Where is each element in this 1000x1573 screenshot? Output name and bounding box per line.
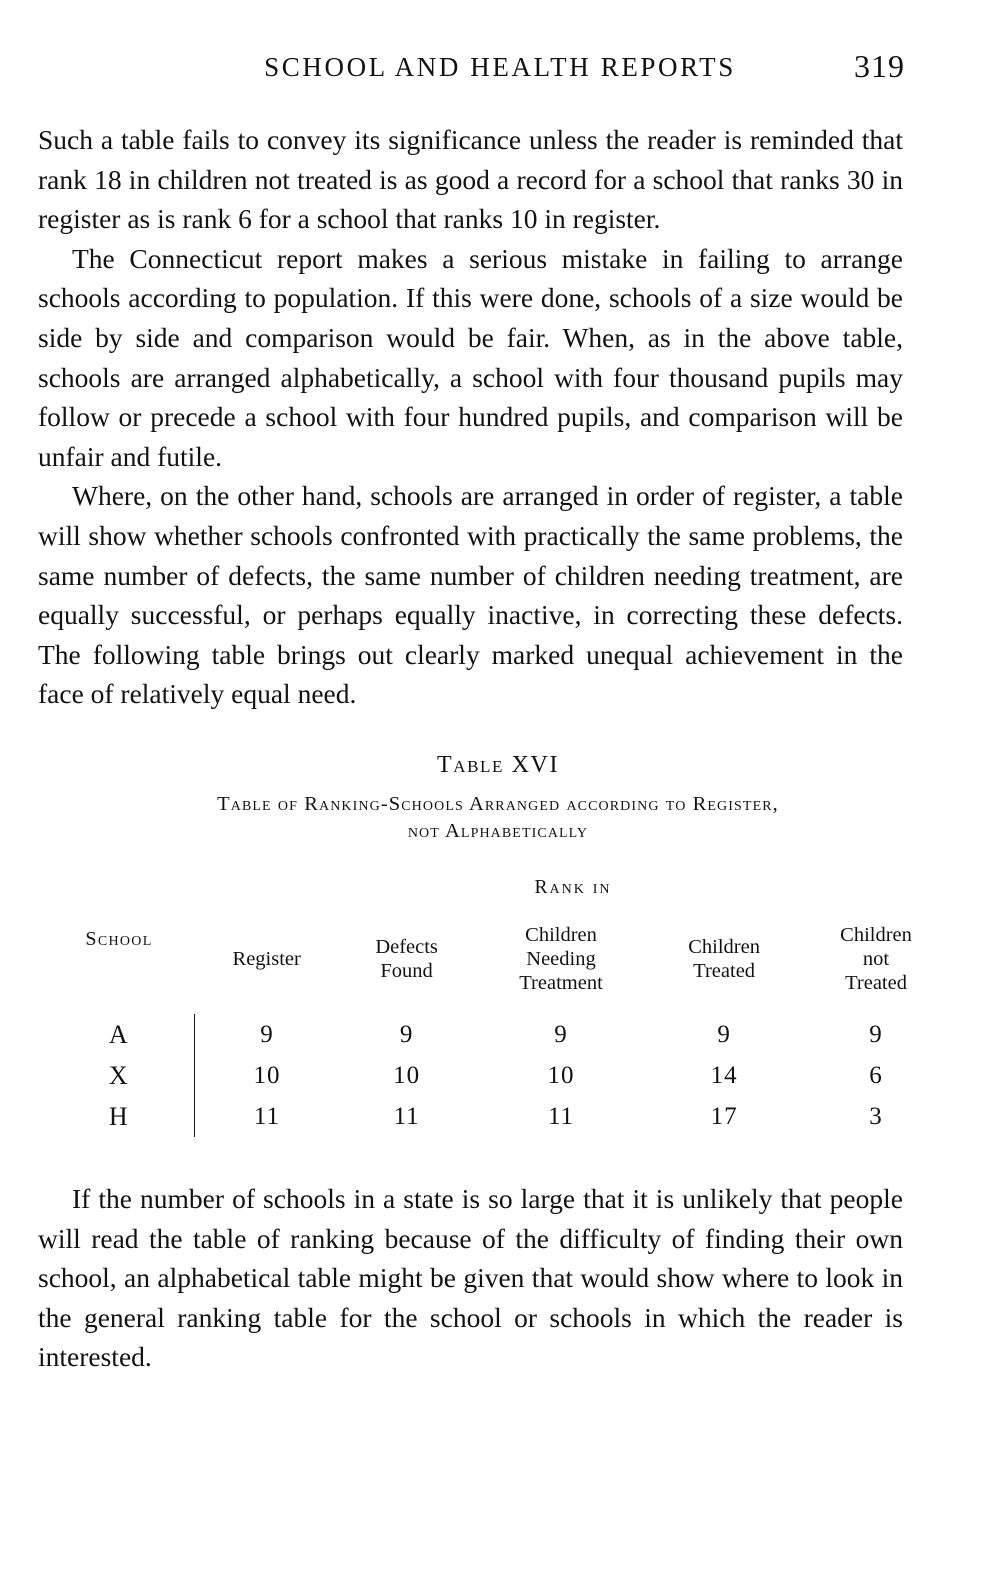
cell-children-not-treated: 3 <box>869 1102 883 1130</box>
header-children-needing-treatment: Children Needing Treatment <box>519 923 603 994</box>
cell-defects-found: 10 <box>393 1061 421 1089</box>
paragraph-3: Where, on the other hand, schools are arranged in order of register, a table will show whether schools confronted with practically the same problems, the same number of defects, the same number of children needing treatment, are equally successful, or perhaps equally inactive, in correcting these defects. The following table brings out clearly marked unequal achievement in the face of relatively equal need. <box>38 480 903 710</box>
running-head <box>0 48 1000 98</box>
header-register: Register <box>232 947 301 970</box>
cell-register: 9 <box>260 1020 274 1048</box>
page-number: 319 <box>854 48 905 84</box>
header-school: School <box>85 927 153 950</box>
table-block <box>0 752 1000 1153</box>
table-caption-line-2: not Alphabetically <box>407 819 589 842</box>
table-caption <box>50 791 946 845</box>
paragraph-4: If the number of schools in a state is so large that it is unlikely that people will read the table of ranking because of the difficulty of finding their own school, an alphabetical table might be given that would show where to look in the general ranking table for the school or schools in which the reader is interested. <box>38 1182 903 1373</box>
cell-school: A <box>44 1014 194 1055</box>
cell-children-needing-treatment: 9 <box>554 1020 568 1048</box>
table-row <box>44 1055 952 1096</box>
cell-children-treated: 14 <box>710 1061 738 1089</box>
body-text-top <box>0 120 1000 714</box>
table-row <box>44 1096 952 1137</box>
running-title: SCHOOL AND HEALTH REPORTS <box>264 52 736 82</box>
table-caption-line-1: Table of Ranking-Schools Arranged according to Register, <box>217 792 779 815</box>
header-defects-found: Defects Found <box>375 935 438 982</box>
cell-school: H <box>44 1096 194 1137</box>
table-number: Table XVI <box>436 751 560 778</box>
body-text-bottom <box>0 1179 1000 1377</box>
header-children-treated: Children Treated <box>688 935 760 982</box>
cell-register: 10 <box>253 1061 281 1089</box>
cell-children-not-treated: 6 <box>869 1061 883 1089</box>
cell-children-treated: 17 <box>710 1102 738 1130</box>
header-rank-in: Rank in <box>534 876 612 898</box>
cell-register: 11 <box>253 1102 280 1130</box>
table-group-header-row <box>44 865 952 908</box>
cell-children-treated: 9 <box>717 1020 731 1048</box>
cell-school: X <box>44 1055 194 1096</box>
cell-children-needing-treatment: 10 <box>547 1061 575 1089</box>
table-spacer <box>44 1137 952 1147</box>
table-rule-bottom <box>44 1147 952 1153</box>
cell-defects-found: 11 <box>393 1102 420 1130</box>
table-row <box>44 1014 952 1055</box>
paragraph-1: Such a table fails to convey its significance unless the reader is reminded that rank 18 in children not treated is as good a record for a school that ranks 30 in register as is rank 6 for a school that ranks 10 in register. <box>38 124 903 235</box>
header-children-not-treated: Children not Treated <box>840 923 912 994</box>
page <box>0 48 1000 1573</box>
cell-children-needing-treatment: 11 <box>547 1102 575 1130</box>
ranking-table <box>44 859 952 1153</box>
cell-defects-found: 9 <box>399 1020 414 1048</box>
cell-children-not-treated: 9 <box>869 1020 883 1048</box>
paragraph-2: The Connecticut report makes a serious mistake in failing to arrange schools according to population. If this were done, schools of a size would be side by side and comparison would be fair. When, as in the above table, schools are arranged alphabetically, a school with four thousand pupils may follow or precede a school with four hundred pupils, and comparison will be unfair and futile. <box>38 242 903 472</box>
